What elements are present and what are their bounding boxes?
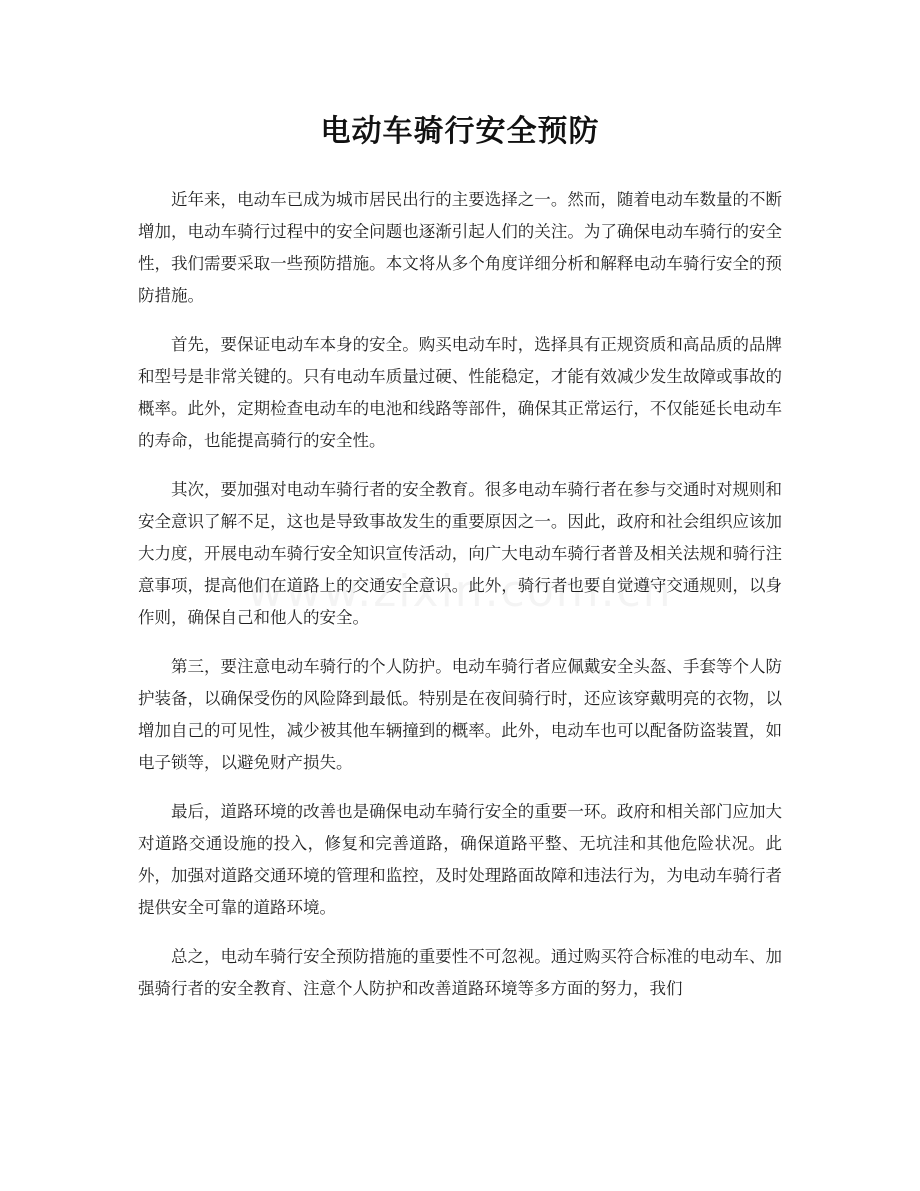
paragraph-2: 首先，要保证电动车本身的安全。购买电动车时，选择具有正规资质和高品质的品牌和型号是非常关键的。只有电动车质量过硬、性能稳定，才能有效减少发生故障或事故的概率。此外，定期检查电动车的电池和线路等部件，确保其正常运行，不仅能延长电动车的寿命，也能提高骑行的安全性。: [138, 335, 782, 450]
paragraph-1: 近年来，电动车已成为城市居民出行的主要选择之一。然而，随着电动车数量的不断增加，电动车骑行过程中的安全问题也逐渐引起人们的关注。为了确保电动车骑行的安全性，我们需要采取一些预防措施。本文将从多个角度详细分析和解释电动车骑行安全的预防措施。: [138, 190, 782, 305]
paragraph-3: 其次，要加强对电动车骑行者的安全教育。很多电动车骑行者在参与交通时对规则和安全意识了解不足，这也是导致事故发生的重要原因之一。因此，政府和社会组织应该加大力度，开展电动车骑行安全知识宣传活动，向广大电动车骑行者普及相关法规和骑行注意事项，提高他们在道路上的交通安全意识。此外，骑行者也要自觉遵守交通规则，以身作则，确保自己和他人的安全。: [138, 480, 782, 627]
document-title: 电动车骑行安全预防: [320, 114, 600, 149]
paragraph-6: 总之，电动车骑行安全预防措施的重要性不可忽视。通过购买符合标准的电动车、加强骑行者的安全教育、注意个人防护和改善道路环境等多方面的努力，我们: [138, 947, 782, 998]
paragraph-5: 最后，道路环境的改善也是确保电动车骑行安全的重要一环。政府和相关部门应加大对道路交通设施的投入，修复和完善道路，确保道路平整、无坑洼和其他危险状况。此外，加强对道路交通环境的管理和监控，及时处理路面故障和违法行为，为电动车骑行者提供安全可靠的道路环境。: [138, 802, 782, 917]
document-body: [138, 184, 782, 1005]
paragraph-4: 第三，要注意电动车骑行的个人防护。电动车骑行者应佩戴安全头盔、手套等个人防护装备，以确保受伤的风险降到最低。特别是在夜间骑行时，还应该穿戴明亮的衣物，以增加自己的可见性，减少被其他车辆撞到的概率。此外，电动车也可以配备防盗装置，如电子锁等，以避免财产损失。: [138, 657, 782, 772]
